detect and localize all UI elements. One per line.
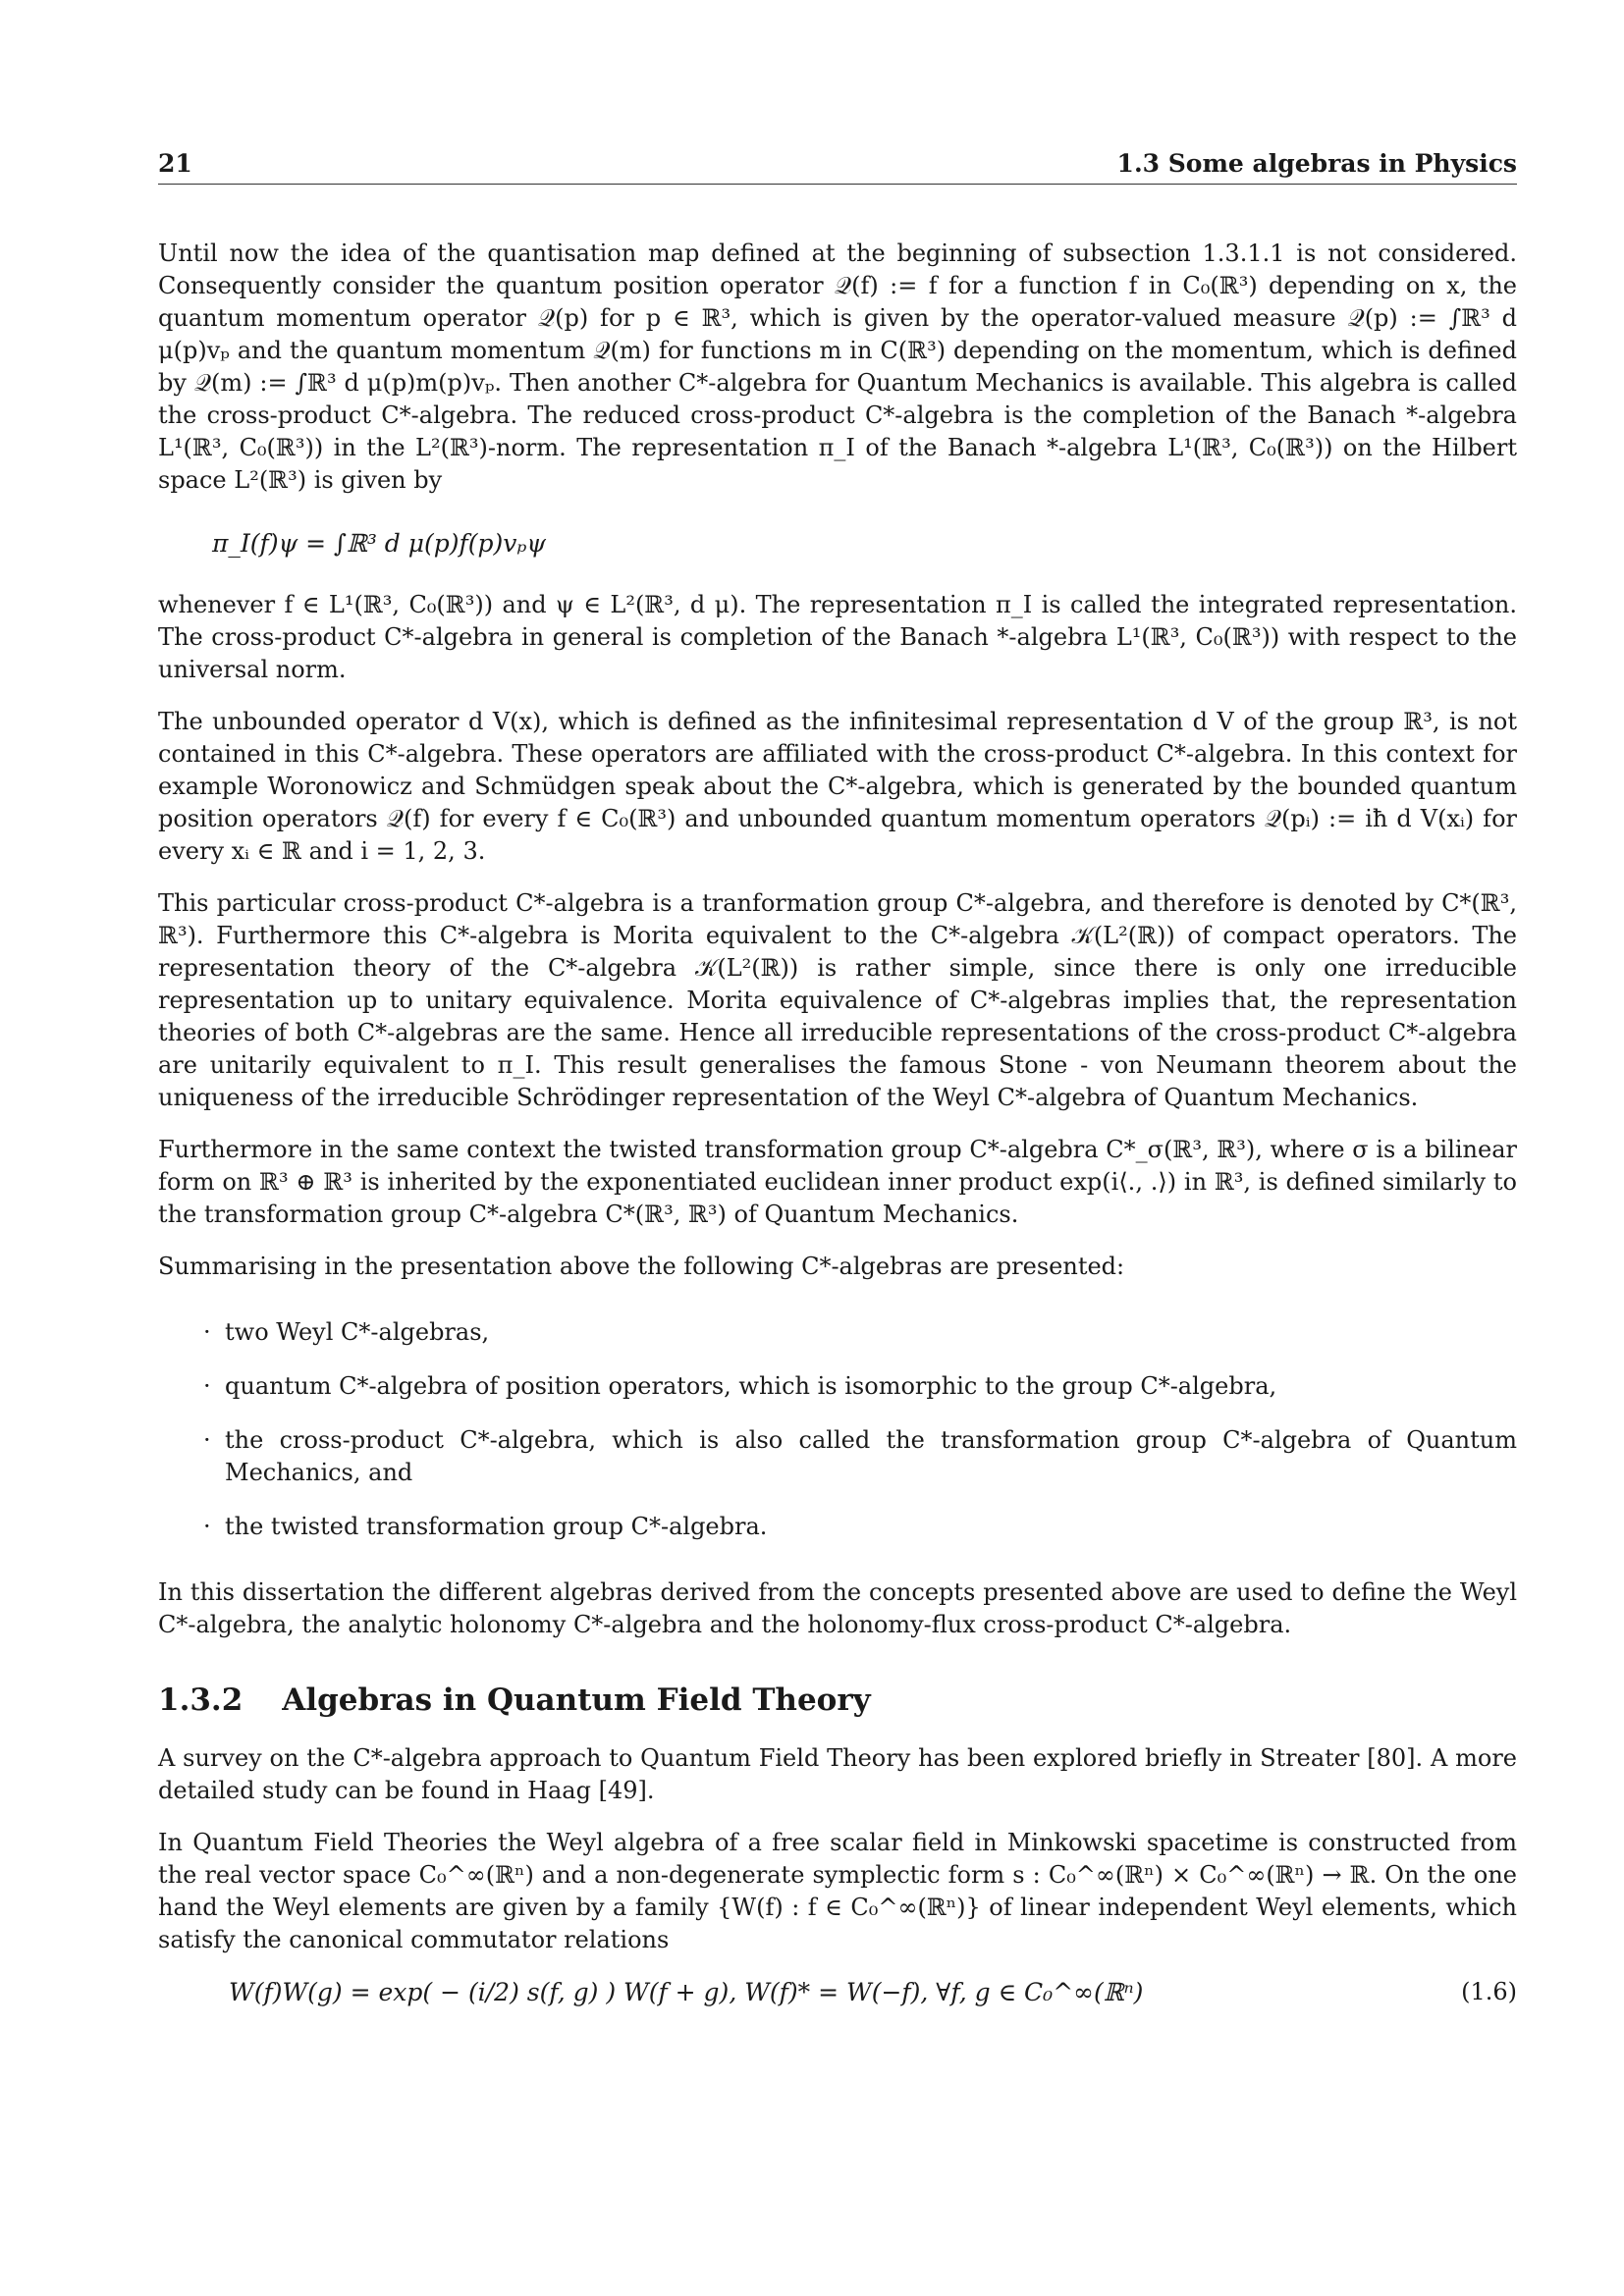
running-title: 1.3 Some algebras in Physics [1116,149,1517,178]
paragraph-summary-intro: Summarising in the presentation above the following C*-algebras are presented: [158,1253,1125,1280]
paragraph-unbounded-operator: The unbounded operator d V(x), which is defined as the infinitesimal representation d V of the group ℝ³, is not contained in this C*-algebra. These operators are affiliated with the cross-product C*-algebra. In this context for example Woronowicz and Schmüdgen speak about the C*-algebra, which is generated by the bounded quantum position operators 𝒬(f) for every f ∈ C₀(ℝ³) and unbounded quantum momentum operators 𝒬(pᵢ) := iħ d V(xᵢ) for every xᵢ ∈ ℝ and i = 1, 2, 3. [158,708,1517,865]
paragraph-weyl-algebra: In Quantum Field Theories the Weyl algebra of a free scalar field in Minkowski spacetime is constructed from the real vector space C₀^∞(ℝⁿ) and a non-degenerate symplectic form s : C₀^∞(ℝⁿ) × C₀^∞(ℝⁿ) → ℝ. On the one hand the Weyl elements are given by a family {W(f) : f ∈ C₀^∞(ℝⁿ)} of linear independent Weyl elements, which satisfy the canonical commutator relations [158,1829,1517,1953]
list-item: · two Weyl C*-algebras, [203,1316,1517,1349]
equation-weyl-relations [158,1976,1517,2008]
paragraph-dissertation-scope: In this dissertation the different algebras derived from the concepts presented above are used to define the Weyl C*-algebra, the analytic holonomy C*-algebra and the holonomy-flux cross-product C*-algebra. [158,1578,1517,1638]
algebra-list [203,1316,1517,1543]
section-number: 1.3.2 [158,1682,244,1718]
page-content [158,238,1517,2008]
list-item: · the twisted transformation group C*-algebra. [203,1511,1517,1543]
section-title: Algebras in Quantum Field Theory [282,1682,871,1718]
page-number: 21 [158,149,192,178]
page [158,147,1517,2008]
paragraph-integrated-representation: whenever f ∈ L¹(ℝ³, C₀(ℝ³)) and ψ ∈ L²(ℝ³, d μ). The representation π_I is called the integrated representation. The cross-product C*-algebra in general is completion of the Banach *-algebra L¹(ℝ³, C₀(ℝ³)) with respect to the universal norm. [158,591,1517,683]
equation-integrated-representation: π_I(f)ψ = ∫ℝ³ d μ(p)f(p)vₚψ [212,529,546,558]
paragraph-twisted-algebra: Furthermore in the same context the twisted transformation group C*-algebra C*_σ(ℝ³, ℝ³), where σ is a bilinear form on ℝ³ ⊕ ℝ³ is inherited by the exponentiated euclidean inner product exp(i⟨., .⟩) in ℝ³, is defined similarly to the transformation group C*-algebra C*(ℝ³, ℝ³) of Quantum Mechanics. [158,1136,1517,1228]
list-item: · the cross-product C*-algebra, which is also called the transformation group C*-algebra of Quantum Mechanics, and [203,1424,1517,1489]
list-item: · quantum C*-algebra of position operators, which is isomorphic to the group C*-algebra, [203,1370,1517,1403]
paragraph-survey: A survey on the C*-algebra approach to Quantum Field Theory has been explored briefly in Streater [80]. A more detailed study can be found in Haag [49]. [158,1744,1517,1804]
section-heading [158,1684,1517,1717]
equation-number: (1.6) [1461,1978,1517,2005]
page-header [158,147,1517,185]
equation-weyl-text: W(f)W(g) = exp( − (i/2) s(f, g) ) W(f + g), W(f)* = W(−f), ∀f, g ∈ C₀^∞(ℝⁿ) [229,1978,1144,2006]
paragraph-quantisation: Until now the idea of the quantisation map defined at the beginning of subsection 1.3.1.1 is not considered. Consequently consider the quantum position operator 𝒬(f) := f for a function f in C₀(ℝ³) depending on x, the quantum momentum operator 𝒬(p) for p ∈ ℝ³, which is given by the operator-valued measure 𝒬(p) := ∫ℝ³ d μ(p)vₚ and the quantum momentum 𝒬(m) for functions m in C(ℝ³) depending on the momentum, which is defined by 𝒬(m) := ∫ℝ³ d μ(p)m(p)vₚ. Then another C*-algebra for Quantum Mechanics is available. This algebra is called the cross-product C*-algebra. The reduced cross-product C*-algebra is the completion of the Banach *-algebra L¹(ℝ³, C₀(ℝ³)) in the L²(ℝ³)-norm. The representation π_I of the Banach *-algebra L¹(ℝ³, C₀(ℝ³)) on the Hilbert space L²(ℝ³) is given by [158,240,1517,494]
paragraph-transformation-group: This particular cross-product C*-algebra is a tranformation group C*-algebra, and therefore is denoted by C*(ℝ³, ℝ³). Furthermore this C*-algebra is Morita equivalent to the C*-algebra 𝒦(L²(ℝ)) of compact operators. The representation theory of the C*-algebra 𝒦(L²(ℝ)) is rather simple, since there is only one irreducible representation up to unitary equivalence. Morita equivalence of C*-algebras implies that, the representation theories of both C*-algebras are the same. Hence all irreducible representations of the cross-product C*-algebra are unitarily equivalent to π_I. This result generalises the famous Stone - von Neumann theorem about the uniqueness of the irreducible Schrödinger representation of the Weyl C*-algebra of Quantum Mechanics. [158,889,1517,1111]
